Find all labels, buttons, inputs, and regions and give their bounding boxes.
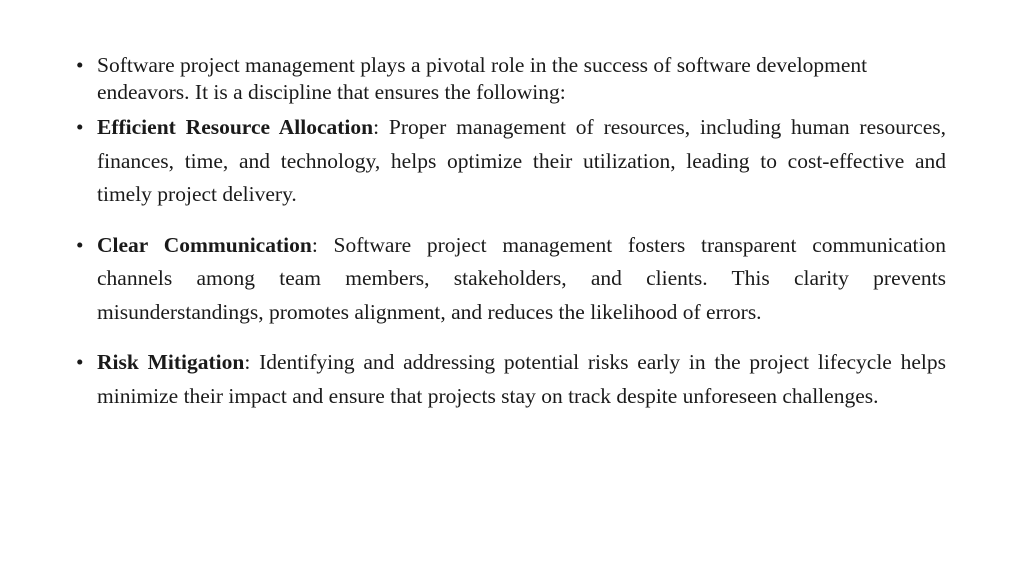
clear-communication-text: Software project management fosters transparent communication channels among team members, stakeholders, and clients. This clarity prevents misunderstandings, promotes alignment, and reduces the likelihood of errors. [97,232,946,324]
bullet-marker: • [76,115,84,139]
bullet-item-resource-allocation [76,111,946,212]
bullet-marker: • [76,53,84,77]
bullet-list [76,52,946,413]
bullet-item-risk-mitigation [76,346,946,413]
term-separator: : [373,115,389,139]
bullet-item-clear-communication [76,229,946,330]
term-resource-allocation: Efficient Resource Allocation [97,115,374,139]
risk-mitigation-text: Identifying and addressing potential risks early in the project lifecycle helps minimize their impact and ensure that projects stay on track despite unforeseen challenges. [97,350,946,408]
term-separator: : [244,350,260,374]
intro-text: Software project management plays a pivotal role in the success of software development endeavors. It is a discipline that ensures the following: [97,53,868,104]
term-separator: : [311,232,334,257]
bullet-item-intro [76,52,946,106]
bullet-marker: • [76,232,84,257]
bullet-marker: • [76,350,84,374]
term-risk-mitigation: Risk Mitigation [97,350,245,374]
resource-allocation-text: Proper management of resources, including human resources, finances, time, and technology, helps optimize their utilization, leading to cost-effective and timely project delivery. [97,115,946,206]
term-clear-communication: Clear Communication [97,232,312,257]
